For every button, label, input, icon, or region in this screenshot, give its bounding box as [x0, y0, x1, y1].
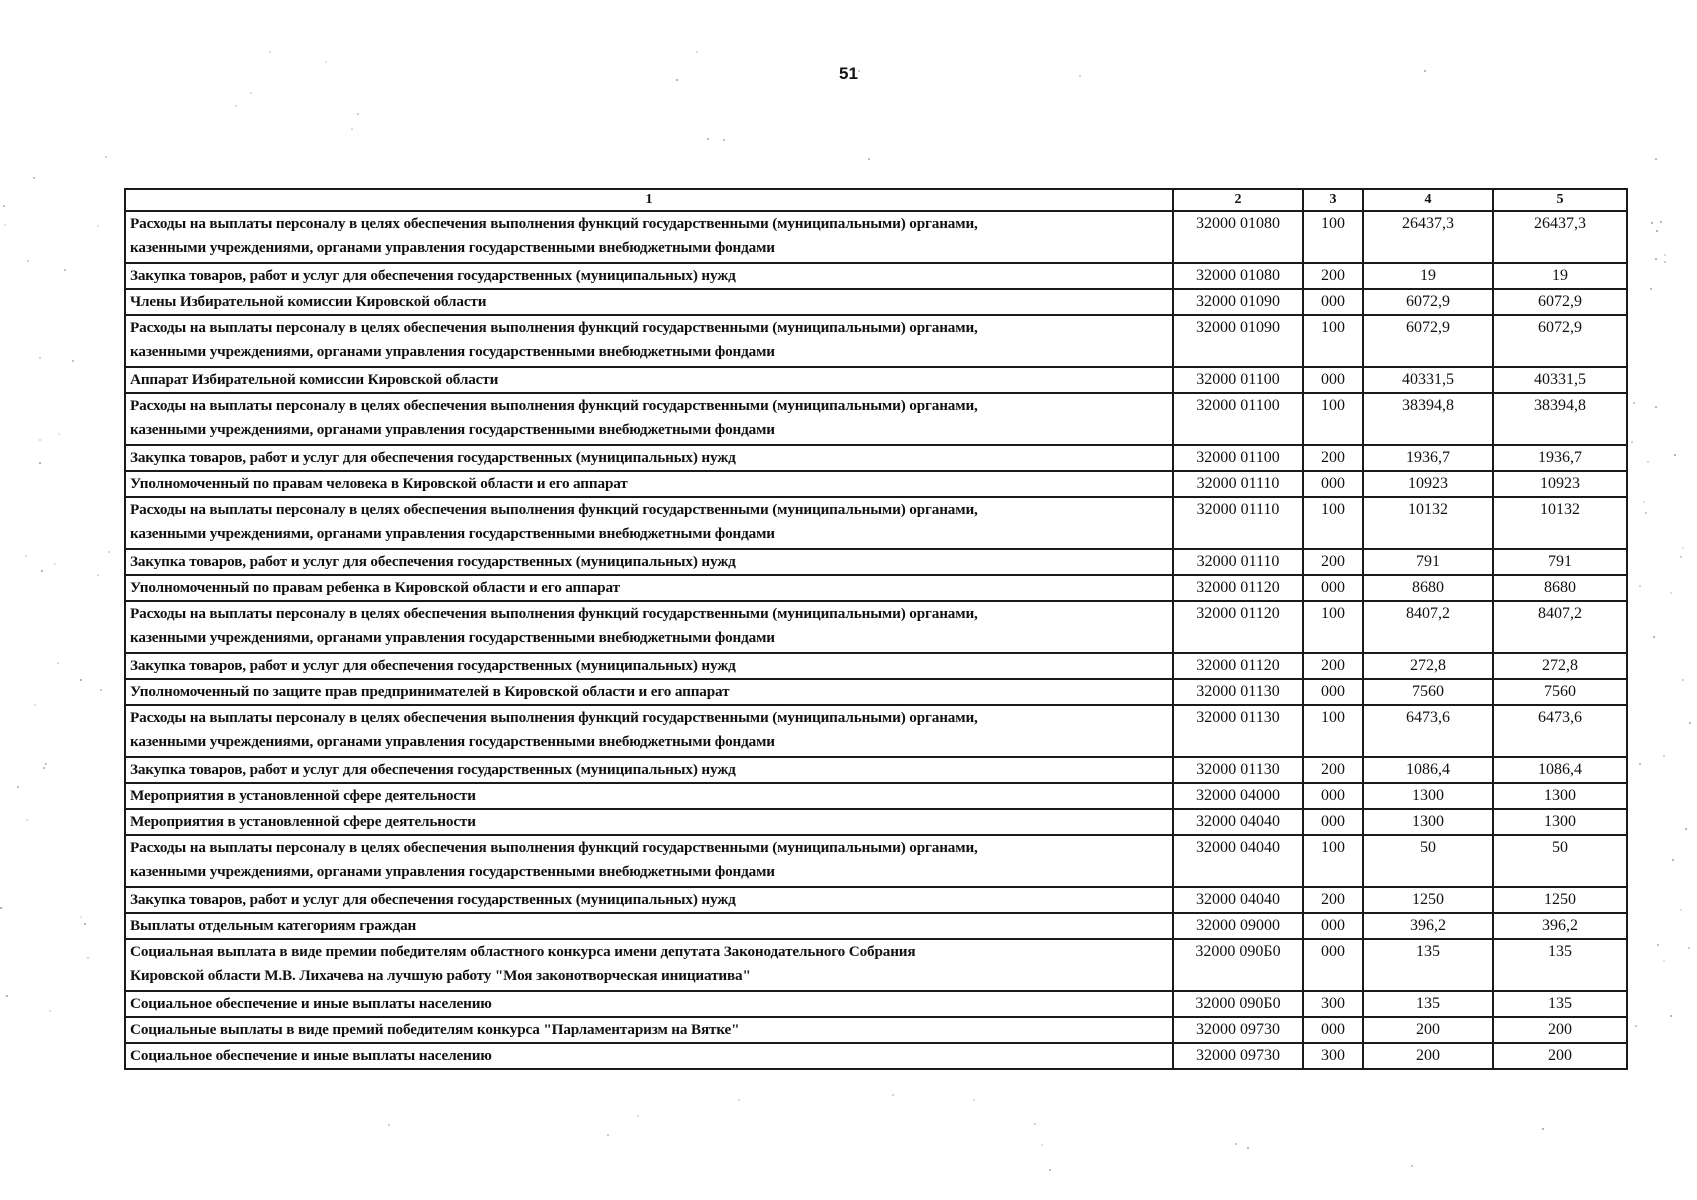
scan-speck	[25, 555, 27, 557]
table-row	[125, 913, 1627, 939]
row-code-cell: 32000 01130	[1173, 757, 1303, 783]
row-name-cell	[125, 835, 1173, 887]
row-name-cell	[125, 393, 1173, 445]
scan-speck	[34, 704, 36, 706]
scan-speck	[1650, 288, 1652, 290]
scan-speck	[57, 662, 59, 664]
row-type-cell: 000	[1303, 679, 1363, 705]
row-value-col4-cell: 1250	[1363, 887, 1493, 913]
row-type-cell: 000	[1303, 809, 1363, 835]
row-type-cell: 200	[1303, 549, 1363, 575]
scan-speck	[1655, 158, 1657, 160]
row-type-cell: 100	[1303, 497, 1363, 549]
row-name-cell	[125, 497, 1173, 549]
row-code-cell: 32000 09730	[1173, 1043, 1303, 1069]
row-value-col4-cell: 26437,3	[1363, 211, 1493, 263]
row-name-line: Социальная выплата в виде премии победителям областного конкурса имени депутата Законодательного Собрания	[130, 943, 916, 960]
scan-speck	[64, 269, 66, 271]
header-col-5: 5	[1493, 189, 1627, 211]
scan-speck	[41, 570, 43, 572]
scan-speck	[868, 158, 870, 160]
row-code-cell: 32000 04000	[1173, 783, 1303, 809]
scan-speck	[235, 105, 237, 107]
row-name-cell	[125, 1043, 1173, 1069]
budget-table	[124, 188, 1628, 1070]
row-value-col4-cell: 7560	[1363, 679, 1493, 705]
scan-speck	[0, 907, 2, 909]
scan-speck	[39, 462, 41, 464]
row-code-cell: 32000 090Б0	[1173, 991, 1303, 1017]
header-col-4: 4	[1363, 189, 1493, 211]
row-value-col5-cell: 8407,2	[1493, 601, 1627, 653]
row-name-line: казенными учреждениями, органами управления государственными внебюджетными фондами	[130, 629, 775, 646]
row-type-cell: 100	[1303, 705, 1363, 757]
scan-speck	[1670, 592, 1672, 594]
row-value-col4-cell: 38394,8	[1363, 393, 1493, 445]
row-value-col4-cell: 10923	[1363, 471, 1493, 497]
row-name-cell	[125, 445, 1173, 471]
scan-speck	[1670, 1015, 1672, 1017]
scan-speck	[87, 957, 89, 959]
scan-speck	[1424, 70, 1426, 72]
scan-speck	[72, 360, 74, 362]
scan-speck	[97, 574, 99, 576]
row-value-col5-cell: 26437,3	[1493, 211, 1627, 263]
row-name-cell	[125, 679, 1173, 705]
scan-speck	[1688, 947, 1690, 949]
row-code-cell: 32000 01120	[1173, 653, 1303, 679]
row-name-line: Члены Избирательной комиссии Кировской области	[130, 293, 487, 310]
scan-speck	[26, 819, 28, 821]
row-name-cell	[125, 601, 1173, 653]
row-name-line: Расходы на выплаты персоналу в целях обеспечения выполнения функций государственными (муниципальными) органами,	[130, 709, 978, 726]
scan-speck	[43, 767, 45, 769]
scan-speck	[723, 139, 725, 141]
scan-speck	[39, 357, 41, 359]
row-value-col4-cell: 396,2	[1363, 913, 1493, 939]
row-value-col5-cell: 1936,7	[1493, 445, 1627, 471]
row-name-line: Мероприятия в установленной сфере деятельности	[130, 787, 476, 804]
row-name-line: Закупка товаров, работ и услуг для обеспечения государственных (муниципальных) нужд	[130, 449, 736, 466]
row-name-cell	[125, 757, 1173, 783]
row-code-cell: 32000 01110	[1173, 549, 1303, 575]
row-type-cell: 100	[1303, 601, 1363, 653]
row-code-cell: 32000 04040	[1173, 809, 1303, 835]
scan-speck	[1247, 1147, 1249, 1149]
scan-speck	[1682, 679, 1684, 681]
row-name-line: Закупка товаров, работ и услуг для обеспечения государственных (муниципальных) нужд	[130, 267, 736, 284]
table-row	[125, 887, 1627, 913]
scan-speck	[1631, 441, 1633, 443]
row-type-cell: 200	[1303, 887, 1363, 913]
row-value-col4-cell: 200	[1363, 1043, 1493, 1069]
row-name-line: Закупка товаров, работ и услуг для обеспечения государственных (муниципальных) нужд	[130, 891, 736, 908]
scan-speck	[1664, 254, 1666, 256]
scan-speck	[637, 1115, 639, 1117]
scan-speck	[1663, 755, 1665, 757]
table-row	[125, 549, 1627, 575]
row-type-cell: 300	[1303, 1043, 1363, 1069]
scan-speck	[1645, 512, 1647, 514]
table-row	[125, 1017, 1627, 1043]
scan-speck	[1656, 230, 1658, 232]
row-name-line: Уполномоченный по правам ребенка в Кировской области и его аппарат	[130, 579, 620, 596]
row-type-cell: 100	[1303, 211, 1363, 263]
row-name-cell	[125, 991, 1173, 1017]
row-name-line: Расходы на выплаты персоналу в целях обеспечения выполнения функций государственными (муниципальными) органами,	[130, 839, 978, 856]
row-value-col4-cell: 6072,9	[1363, 315, 1493, 367]
scan-speck	[1680, 556, 1682, 558]
scan-speck	[973, 1099, 975, 1101]
row-value-col5-cell: 1086,4	[1493, 757, 1627, 783]
scan-speck	[892, 1094, 894, 1096]
scan-speck	[1034, 1123, 1036, 1125]
row-value-col4-cell: 1086,4	[1363, 757, 1493, 783]
row-name-line: Расходы на выплаты персоналу в целях обеспечения выполнения функций государственными (муниципальными) органами,	[130, 319, 978, 336]
row-name-line: казенными учреждениями, органами управления государственными внебюджетными фондами	[130, 343, 775, 360]
row-name-line: Уполномоченный по правам человека в Кировской области и его аппарат	[130, 475, 628, 492]
row-name-line: Социальное обеспечение и иные выплаты населению	[130, 1047, 492, 1064]
row-value-col4-cell: 272,8	[1363, 653, 1493, 679]
scan-speck	[108, 551, 110, 553]
row-type-cell: 200	[1303, 653, 1363, 679]
row-value-col4-cell: 6072,9	[1363, 289, 1493, 315]
row-name-line: казенными учреждениями, органами управления государственными внебюджетными фондами	[130, 239, 775, 256]
row-code-cell: 32000 01100	[1173, 367, 1303, 393]
row-value-col4-cell: 1300	[1363, 809, 1493, 835]
row-name-line: казенными учреждениями, органами управления государственными внебюджетными фондами	[130, 421, 775, 438]
scan-speck	[607, 1134, 609, 1136]
row-value-col5-cell: 200	[1493, 1043, 1627, 1069]
row-value-col5-cell: 396,2	[1493, 913, 1627, 939]
scan-speck	[105, 156, 107, 158]
row-code-cell: 32000 09000	[1173, 913, 1303, 939]
table-row	[125, 991, 1627, 1017]
row-name-cell	[125, 471, 1173, 497]
table-row	[125, 679, 1627, 705]
row-value-col5-cell: 7560	[1493, 679, 1627, 705]
row-value-col5-cell: 791	[1493, 549, 1627, 575]
row-value-col5-cell: 272,8	[1493, 653, 1627, 679]
row-code-cell: 32000 01110	[1173, 471, 1303, 497]
row-code-cell: 32000 01100	[1173, 445, 1303, 471]
row-name-line: Расходы на выплаты персоналу в целях обеспечения выполнения функций государственными (муниципальными) органами,	[130, 397, 978, 414]
row-value-col4-cell: 8680	[1363, 575, 1493, 601]
row-code-cell: 32000 04040	[1173, 835, 1303, 887]
scan-speck	[707, 138, 709, 140]
row-name-cell	[125, 887, 1173, 913]
scan-speck	[1682, 547, 1684, 549]
scan-speck	[58, 433, 60, 435]
row-type-cell: 200	[1303, 757, 1363, 783]
row-value-col4-cell: 791	[1363, 549, 1493, 575]
row-value-col5-cell: 40331,5	[1493, 367, 1627, 393]
row-name-line: Расходы на выплаты персоналу в целях обеспечения выполнения функций государственными (муниципальными) органами,	[130, 215, 978, 232]
scan-speck	[1653, 636, 1655, 638]
scan-speck	[4, 224, 6, 226]
scan-speck	[1049, 1169, 1051, 1171]
row-value-col4-cell: 1936,7	[1363, 445, 1493, 471]
row-type-cell: 000	[1303, 575, 1363, 601]
scan-speck	[1680, 909, 1682, 911]
row-code-cell: 32000 01120	[1173, 601, 1303, 653]
scan-speck	[1639, 585, 1641, 587]
row-value-col4-cell: 1300	[1363, 783, 1493, 809]
scan-speck	[1635, 1025, 1637, 1027]
row-type-cell: 000	[1303, 367, 1363, 393]
scan-speck	[1643, 501, 1645, 503]
scan-speck	[388, 1124, 390, 1126]
header-col-1: 1	[125, 189, 1173, 211]
row-value-col4-cell: 10132	[1363, 497, 1493, 549]
scan-speck	[1689, 722, 1691, 724]
row-value-col4-cell: 8407,2	[1363, 601, 1493, 653]
table-row	[125, 653, 1627, 679]
row-code-cell: 32000 01090	[1173, 289, 1303, 315]
scan-speck	[325, 61, 327, 63]
row-code-cell: 32000 01130	[1173, 705, 1303, 757]
row-name-line: Закупка товаров, работ и услуг для обеспечения государственных (муниципальных) нужд	[130, 657, 736, 674]
row-type-cell: 000	[1303, 783, 1363, 809]
scan-speck	[100, 689, 102, 691]
scan-speck	[269, 51, 271, 53]
row-name-cell	[125, 653, 1173, 679]
scan-speck	[1657, 944, 1659, 946]
row-name-line: Выплаты отдельным категориям граждан	[130, 917, 417, 934]
row-code-cell: 32000 01130	[1173, 679, 1303, 705]
scan-speck	[351, 128, 353, 130]
scan-speck	[1079, 75, 1081, 77]
row-value-col5-cell: 135	[1493, 991, 1627, 1017]
table-row	[125, 835, 1627, 887]
table-row	[125, 263, 1627, 289]
table-row	[125, 575, 1627, 601]
row-value-col5-cell: 200	[1493, 1017, 1627, 1043]
scan-speck	[80, 916, 82, 918]
scan-speck	[1041, 1144, 1043, 1146]
table-row	[125, 1043, 1627, 1069]
table-row	[125, 601, 1627, 653]
scan-speck	[357, 113, 359, 115]
scan-speck	[1660, 221, 1662, 223]
row-type-cell: 000	[1303, 471, 1363, 497]
row-type-cell: 000	[1303, 289, 1363, 315]
row-name-line: Расходы на выплаты персоналу в целях обеспечения выполнения функций государственными (муниципальными) органами,	[130, 501, 978, 518]
row-name-line: Кировской области М.В. Лихачева на лучшую работу "Моя законотворческая инициатива"	[130, 967, 751, 984]
scan-speck	[1542, 1128, 1544, 1130]
scan-speck	[49, 1010, 51, 1012]
row-code-cell: 32000 09730	[1173, 1017, 1303, 1043]
row-value-col5-cell: 1250	[1493, 887, 1627, 913]
row-name-cell	[125, 549, 1173, 575]
row-value-col5-cell: 38394,8	[1493, 393, 1627, 445]
table-row	[125, 393, 1627, 445]
row-type-cell: 000	[1303, 913, 1363, 939]
scan-speck	[696, 51, 698, 53]
scan-speck	[1663, 960, 1665, 962]
scan-speck	[54, 563, 56, 565]
row-value-col5-cell: 8680	[1493, 575, 1627, 601]
row-name-cell	[125, 367, 1173, 393]
row-code-cell: 32000 01110	[1173, 497, 1303, 549]
row-type-cell: 000	[1303, 939, 1363, 991]
scan-speck	[1672, 859, 1674, 861]
scan-speck	[1674, 454, 1676, 456]
row-name-cell	[125, 705, 1173, 757]
scan-speck	[676, 79, 678, 81]
table-row	[125, 939, 1627, 991]
scan-speck	[1651, 222, 1653, 224]
scan-speck	[80, 679, 82, 681]
scan-speck	[84, 923, 86, 925]
row-code-cell: 32000 01120	[1173, 575, 1303, 601]
row-name-cell	[125, 809, 1173, 835]
table-row	[125, 445, 1627, 471]
table-row	[125, 783, 1627, 809]
row-value-col4-cell: 135	[1363, 991, 1493, 1017]
scan-speck	[3, 205, 5, 207]
row-name-line: Социальные выплаты в виде премий победителям конкурса "Парламентаризм на Вятке"	[130, 1021, 740, 1038]
row-type-cell: 100	[1303, 315, 1363, 367]
header-col-3: 3	[1303, 189, 1363, 211]
row-name-line: Закупка товаров, работ и услуг для обеспечения государственных (муниципальных) нужд	[130, 761, 736, 778]
table-header	[125, 189, 1627, 211]
row-value-col5-cell: 50	[1493, 835, 1627, 887]
row-code-cell: 32000 01080	[1173, 211, 1303, 263]
row-code-cell: 32000 04040	[1173, 887, 1303, 913]
table-row	[125, 757, 1627, 783]
row-name-cell	[125, 913, 1173, 939]
scan-speck	[45, 763, 47, 765]
row-code-cell: 32000 01100	[1173, 393, 1303, 445]
scan-speck	[97, 225, 99, 227]
scan-speck	[1235, 1143, 1237, 1145]
table-row	[125, 497, 1627, 549]
scan-speck	[858, 70, 860, 72]
scan-speck	[1685, 828, 1687, 830]
row-value-col5-cell: 19	[1493, 263, 1627, 289]
row-name-line: казенными учреждениями, органами управления государственными внебюджетными фондами	[130, 863, 775, 880]
row-code-cell: 32000 01090	[1173, 315, 1303, 367]
row-name-cell	[125, 289, 1173, 315]
row-name-line: казенными учреждениями, органами управления государственными внебюджетными фондами	[130, 525, 775, 542]
row-name-cell	[125, 1017, 1173, 1043]
scan-speck	[1633, 402, 1635, 404]
row-name-line: Закупка товаров, работ и услуг для обеспечения государственных (муниципальных) нужд	[130, 553, 736, 570]
row-type-cell: 200	[1303, 445, 1363, 471]
table-row	[125, 705, 1627, 757]
header-col-2: 2	[1173, 189, 1303, 211]
scan-speck	[1664, 261, 1666, 263]
row-value-col4-cell: 135	[1363, 939, 1493, 991]
scan-speck	[250, 92, 252, 94]
row-name-cell	[125, 211, 1173, 263]
table-row	[125, 289, 1627, 315]
row-value-col4-cell: 19	[1363, 263, 1493, 289]
row-name-line: казенными учреждениями, органами управления государственными внебюджетными фондами	[130, 733, 775, 750]
row-name-line: Аппарат Избирательной комиссии Кировской области	[130, 371, 499, 388]
table-body	[125, 211, 1627, 1069]
row-value-col4-cell: 200	[1363, 1017, 1493, 1043]
table-row	[125, 471, 1627, 497]
scan-speck	[33, 177, 35, 179]
scan-speck	[1655, 406, 1657, 408]
row-name-cell	[125, 575, 1173, 601]
row-type-cell: 000	[1303, 1017, 1363, 1043]
row-name-cell	[125, 939, 1173, 991]
scan-speck	[1647, 461, 1649, 463]
row-name-cell	[125, 315, 1173, 367]
row-name-cell	[125, 263, 1173, 289]
page-number: 51	[839, 64, 858, 83]
scan-speck	[1655, 258, 1657, 260]
row-value-col5-cell: 6072,9	[1493, 315, 1627, 367]
scan-speck	[1639, 763, 1641, 765]
scan-speck	[738, 1099, 740, 1101]
row-value-col5-cell: 6473,6	[1493, 705, 1627, 757]
row-value-col5-cell: 1300	[1493, 783, 1627, 809]
row-type-cell: 200	[1303, 263, 1363, 289]
scan-speck	[6, 995, 8, 997]
scan-speck	[27, 260, 29, 262]
row-value-col5-cell: 10923	[1493, 471, 1627, 497]
row-value-col5-cell: 1300	[1493, 809, 1627, 835]
table-row	[125, 809, 1627, 835]
scan-speck	[39, 439, 41, 441]
row-value-col4-cell: 40331,5	[1363, 367, 1493, 393]
row-value-col4-cell: 50	[1363, 835, 1493, 887]
row-value-col5-cell: 6072,9	[1493, 289, 1627, 315]
row-name-line: Мероприятия в установленной сфере деятельности	[130, 813, 476, 830]
scan-speck	[17, 786, 19, 788]
row-code-cell: 32000 01080	[1173, 263, 1303, 289]
row-name-cell	[125, 783, 1173, 809]
scan-speck	[1411, 1165, 1413, 1167]
row-type-cell: 300	[1303, 991, 1363, 1017]
table-row	[125, 315, 1627, 367]
table-row	[125, 367, 1627, 393]
row-code-cell: 32000 090Б0	[1173, 939, 1303, 991]
row-type-cell: 100	[1303, 835, 1363, 887]
row-value-col5-cell: 135	[1493, 939, 1627, 991]
row-name-line: Социальное обеспечение и иные выплаты населению	[130, 995, 492, 1012]
table-row	[125, 211, 1627, 263]
row-value-col5-cell: 10132	[1493, 497, 1627, 549]
row-name-line: Уполномоченный по защите прав предпринимателей в Кировской области и его аппарат	[130, 683, 730, 700]
row-name-line: Расходы на выплаты персоналу в целях обеспечения выполнения функций государственными (муниципальными) органами,	[130, 605, 978, 622]
row-type-cell: 100	[1303, 393, 1363, 445]
row-value-col4-cell: 6473,6	[1363, 705, 1493, 757]
